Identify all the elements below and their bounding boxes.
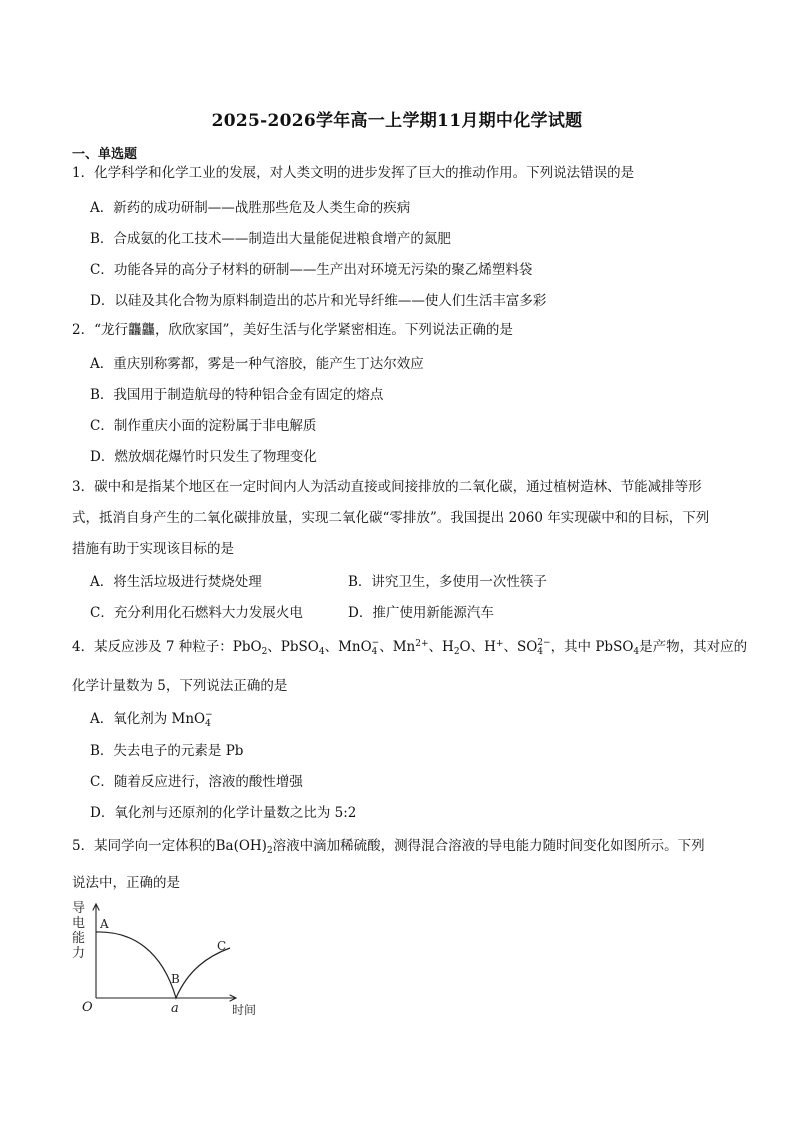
q1-option-c[interactable]: C．功能各异的高分子材料的研制——生产出对环境无污染的聚乙烯塑料袋	[90, 262, 533, 278]
species-h2o: $H_2O$	[442, 639, 471, 657]
q2-stem: 2．“龙行龘龘，欣欣家国”，美好生活与化学紧密相连。下列说法正确的是	[72, 322, 513, 338]
point-a-label: A	[100, 917, 109, 931]
q4-prefix: 4．某反应涉及 7 种粒子：	[72, 639, 233, 655]
q3-option-d[interactable]: D．推广使用新能源汽车	[348, 605, 494, 621]
q3-option-a[interactable]: A．将生活垃圾进行焚烧处理	[90, 574, 262, 590]
q4-option-d[interactable]: D．氧化剂与还原剂的化学计量数之比为 5:2	[90, 805, 357, 821]
q1-option-d[interactable]: D．以硅及其化合物为原料制造出的芯片和光导纤维——使人们生活丰富多彩	[90, 293, 547, 309]
q3-stem-line3: 措施有助于实现该目标的是	[72, 541, 234, 557]
q4-stem-line1: 4．某反应涉及 7 种粒子：PbO$_2$、PbSO$_4$、MnO − 4 、$Mn^{2+}$、$H_2O$、H+、SO 2− 4 ，其中 PbSO$_4$是产物，其对应的	[72, 637, 748, 657]
x-axis-label: 时间	[232, 1003, 257, 1017]
q3-stem-line1: 3．碳中和是指某个地区在一定时间内人为活动直接或间接排放的二氧化碳，通过植树造林、节能减排等形	[72, 479, 702, 495]
species-pbo2: PbO$_2$	[232, 639, 268, 657]
species-mno4: MnO − 4	[338, 637, 380, 657]
conductivity-graph	[70, 898, 270, 1022]
conductivity-curve	[96, 932, 230, 998]
q4-option-c[interactable]: C．随着反应进行，溶液的酸性增强	[90, 774, 303, 790]
point-c-label: C	[217, 939, 227, 953]
species-h-plus: H+	[484, 639, 504, 655]
q5-stem-line2: 说法中，正确的是	[72, 875, 180, 891]
x-mark-label: a	[171, 1001, 179, 1016]
y-axis-label-char: 导	[72, 901, 86, 916]
page-title: 2025-2026学年高一上学期11月期中化学试题	[211, 111, 583, 131]
q2-option-d[interactable]: D．燃放烟花爆竹时只发生了物理变化	[90, 449, 317, 465]
species-so4: SO 2− 4	[516, 637, 551, 657]
q3-option-c[interactable]: C．充分利用化石燃料大力发展火电	[90, 605, 303, 621]
q4-option-b[interactable]: B．失去电子的元素是 Pb	[90, 743, 244, 759]
q1-stem: 1．化学科学和化学工业的发展，对人类文明的进步发挥了巨大的推动作用。下列说法错误的是	[72, 165, 635, 181]
q2-option-b[interactable]: B．我国用于制造航母的特种铝合金有固定的熔点	[90, 387, 384, 403]
section-heading: 一、单选题	[72, 147, 138, 162]
formula-baoh2: $Ba(OH)_2$	[215, 838, 273, 856]
q2-option-a[interactable]: A．重庆别称雾都，雾是一种气溶胶，能产生丁达尔效应	[90, 356, 424, 372]
point-b-label: B	[171, 972, 180, 986]
species-mn2: $Mn^{2+}$	[392, 639, 429, 655]
species-pbso4: PbSO$_4$	[280, 639, 325, 657]
q4-stem-line2: 化学计量数为 5，下列说法正确的是	[72, 678, 288, 694]
y-axis-label-char: 电	[72, 916, 86, 931]
y-axis-label-char: 力	[72, 946, 86, 961]
q1-option-b[interactable]: B．合成氨的化工技术——制造出大量能促进粮食增产的氮肥	[90, 231, 451, 247]
q2-option-c[interactable]: C．制作重庆小面的淀粉属于非电解质	[90, 418, 317, 434]
origin-label: O	[82, 1000, 93, 1015]
q4-option-a[interactable]: A．氧化剂为 MnO − 4	[90, 709, 213, 729]
y-axis-label-char: 能	[72, 931, 86, 946]
q3-option-b[interactable]: B．讲究卫生，多使用一次性筷子	[348, 574, 547, 590]
q1-option-a[interactable]: A．新药的成功研制——战胜那些危及人类生命的疾病	[90, 200, 411, 216]
q5-stem-line1: 5．某同学向一定体积的$Ba(OH)_2$溶液中滴加稀硫酸，测得混合溶液的导电能力随时间变化如图所示。下列	[72, 838, 705, 856]
q3-stem-line2: 式，抵消自身产生的二氧化碳排放量，实现二氧化碳“零排放”。我国提出 2060 年实现碳中和的目标，下列	[72, 510, 710, 526]
